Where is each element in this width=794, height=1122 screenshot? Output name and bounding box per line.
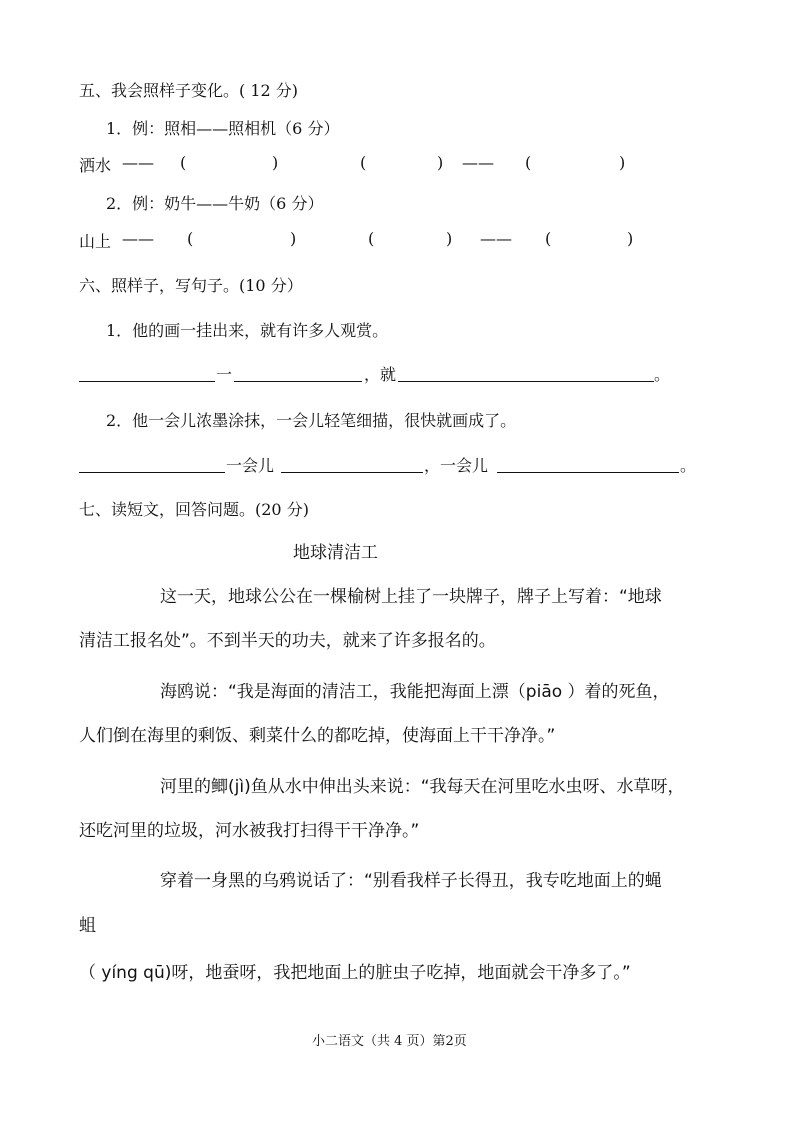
paragraph-line: 河里的鲫(jì)鱼从水中伸出头来说：“我每天在河里吃水虫呀、水草呀， (160, 777, 685, 797)
answer-paren-open[interactable]: ( (360, 153, 367, 172)
section6-example-2: 2．他一会儿浓墨涂抹，一会儿轻笔细描，很快就画成了。 (106, 411, 517, 430)
section7-title: 七、读短文，回答问题。(20 分) (79, 500, 309, 519)
answer-blank[interactable] (497, 472, 679, 473)
answer-paren-close: ) (437, 153, 444, 172)
paragraph-line: 清洁工报名处”。不到半天的功夫，就来了许多报名的。 (79, 631, 496, 651)
connector-yihuier: ，一会儿 (424, 456, 489, 475)
paragraph-line: 穿着一身黑的乌鸦说话了：“别看我样子长得丑，我专吃地面上的蝇 (160, 871, 662, 891)
sentence-period: 。 (680, 456, 697, 475)
section5-word-1: 洒水 (79, 156, 112, 175)
section5-example-2: 2．例：奶牛——牛奶（6 分） (106, 194, 324, 213)
answer-paren-open[interactable]: ( (545, 229, 552, 248)
answer-paren-close: ) (619, 153, 626, 172)
answer-paren-open[interactable]: ( (368, 229, 375, 248)
answer-paren-open[interactable]: ( (525, 153, 532, 172)
answer-paren-close: ) (627, 229, 634, 248)
dash: —— (462, 153, 494, 172)
section5-title: 五、我会照样子变化。( 12 分) (79, 81, 299, 100)
answer-blank[interactable] (79, 381, 215, 382)
section5-example-1: 1．例：照相——照相机（6 分） (106, 119, 340, 138)
answer-blank[interactable] (234, 381, 362, 382)
answer-paren-close: ) (272, 153, 279, 172)
answer-paren-close: ) (290, 229, 297, 248)
connector-yi: 一 (216, 365, 233, 384)
dash: —— (122, 229, 154, 248)
connector-yihuier: 一会儿 (226, 456, 275, 475)
paragraph-line: 海鸥说：“我是海面的清洁工，我能把海面上漂（piāo ）着的死鱼， (160, 682, 670, 702)
answer-paren-open[interactable]: ( (187, 229, 194, 248)
paragraph-line: 人们倒在海里的剩饭、剩菜什么的都吃掉，使海面上干干净净。” (79, 726, 556, 746)
answer-paren-open[interactable]: ( (180, 153, 187, 172)
section5-word-2: 山上 (79, 232, 112, 251)
answer-paren-close: ) (446, 229, 453, 248)
connector-jiu: ，就 (364, 365, 397, 384)
section6-title: 六、照样子，写句子。(10 分） (79, 276, 303, 295)
answer-blank[interactable] (398, 381, 654, 382)
dash: —— (480, 229, 512, 248)
page-footer: 小二语文（共 4 页）第2页 (312, 1034, 467, 1049)
sentence-period: 。 (654, 365, 671, 384)
story-title: 地球清洁工 (293, 543, 378, 563)
answer-blank[interactable] (281, 472, 423, 473)
paragraph-line: 还吃河里的垃圾，河水被我打扫得干干净净。” (79, 821, 420, 841)
paragraph-line: 蛆 (79, 916, 96, 936)
dash: —— (122, 153, 154, 172)
paragraph-line: 这一天，地球公公在一棵榆树上挂了一块牌子，牌子上写着：“地球 (160, 587, 662, 607)
section6-example-1: 1．他的画一挂出来，就有许多人观赏。 (106, 321, 389, 340)
paragraph-line: （ yíng qū)呀，地蚕呀，我把地面上的脏虫子吃掉，地面就会干净多了。” (79, 963, 631, 983)
answer-blank[interactable] (79, 472, 225, 473)
